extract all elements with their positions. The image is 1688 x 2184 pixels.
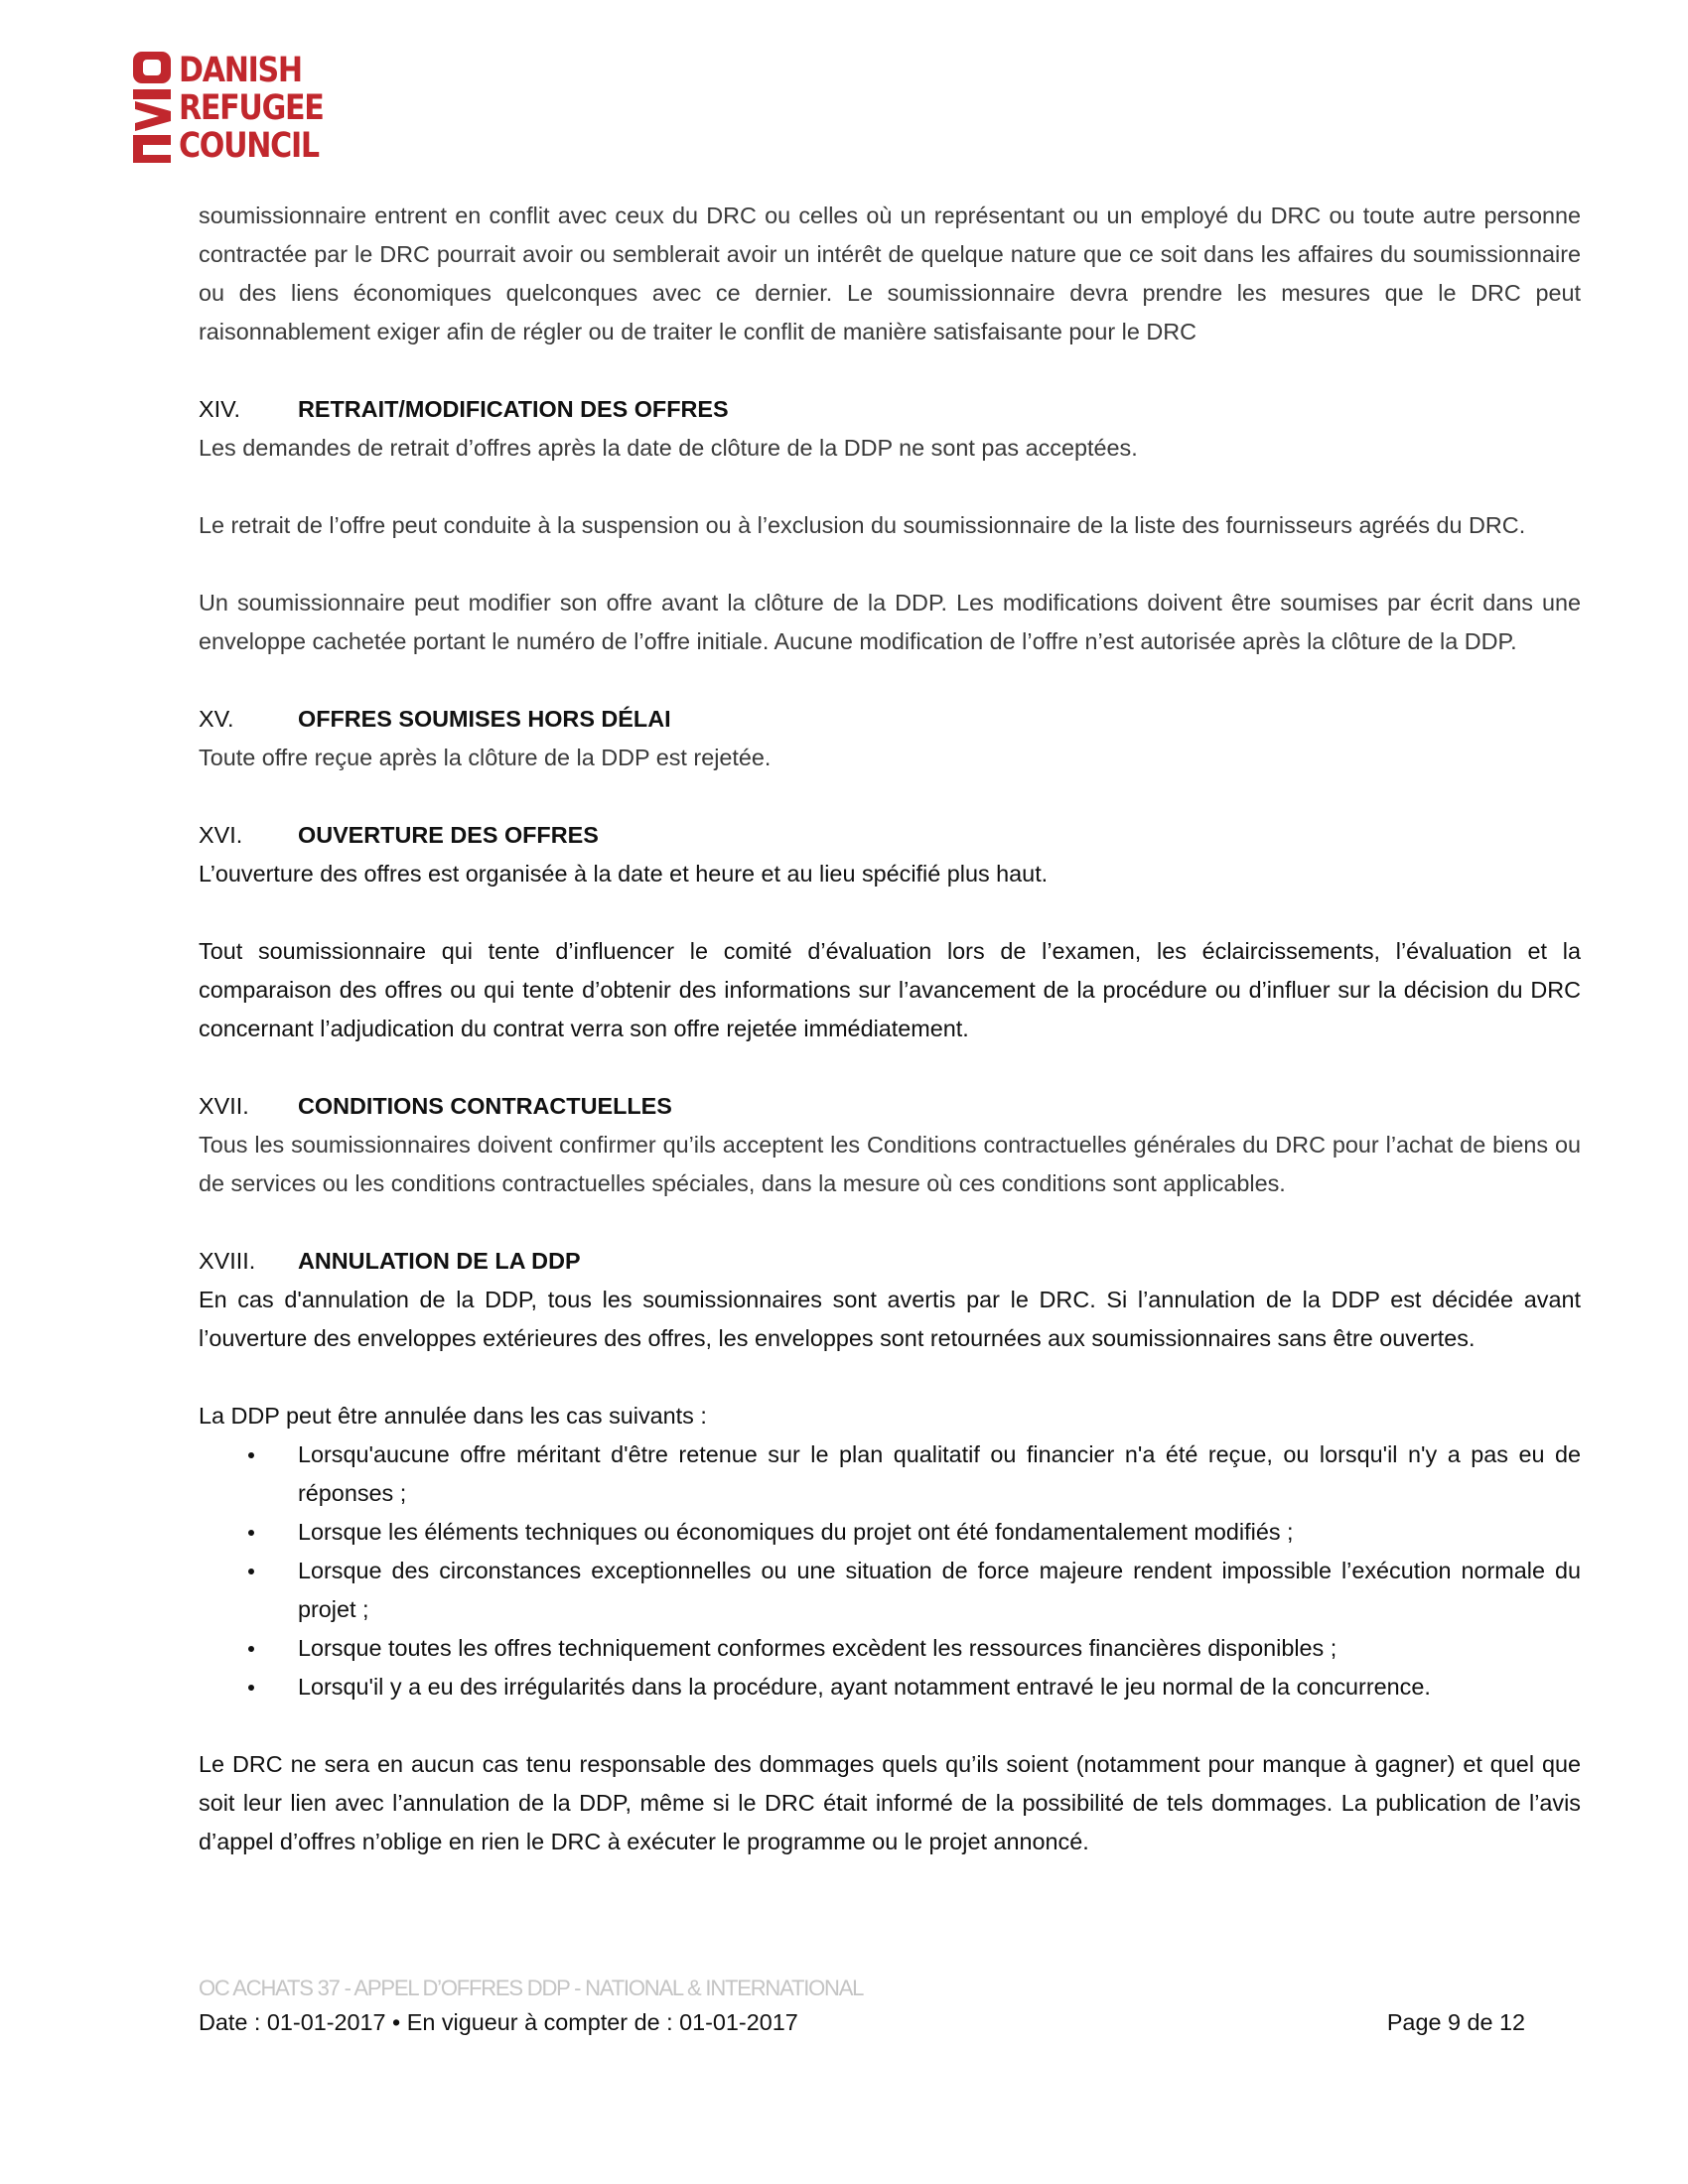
footer xyxy=(199,2009,1525,2036)
list-item: Lorsque des circonstances exceptionnelles ou une situation de force majeure rendent impossible l’exécution normale du projet ; xyxy=(199,1552,1581,1629)
section-heading-xvii xyxy=(199,1087,1581,1126)
list-item: Lorsque toutes les offres techniquement conformes excèdent les ressources financières disponibles ; xyxy=(199,1629,1581,1668)
section-title: RETRAIT/MODIFICATION DES OFFRES xyxy=(298,396,729,422)
section-number: XVIII. xyxy=(199,1248,256,1274)
footer-date: Date : 01-01-2017 • En vigueur à compter de : 01-01-2017 xyxy=(199,2009,798,2035)
paragraph: Les demandes de retrait d’offres après la date de clôture de la DDP ne sont pas acceptées. xyxy=(199,435,1138,461)
section-title: OFFRES SOUMISES HORS DÉLAI xyxy=(298,706,671,732)
logo-line-3: COUNCIL xyxy=(179,126,319,166)
paragraph: Le retrait de l’offre peut conduite à la suspension ou à l’exclusion du soumissionnaire de la liste des fournisseurs agréés du DRC. xyxy=(199,512,1526,538)
section-title: ANNULATION DE LA DDP xyxy=(298,1248,581,1274)
intro-paragraph: soumissionnaire entrent en conflit avec ceux du DRC ou celles où un représentant ou un employé du DRC ou toute autre personne contractée par le DRC pourrait avoir ou semblerait avoir un intérêt de quelque nature que ce soit dans les affaires du soumissionnaire ou des liens économiques quelconques avec ce dernier. Le soumissionnaire devra prendre les mesures que le DRC peut raisonnablement exiger afin de régler ou de traiter le conflit de manière satisfaisante pour le DRC xyxy=(199,203,1581,344)
list-item: Lorsqu'aucune offre méritant d'être retenue sur le plan qualitatif ou financier n'a été reçue, ou lorsqu'il n'y a pas eu de réponses ; xyxy=(199,1435,1581,1513)
paragraph: Un soumissionnaire peut modifier son offre avant la clôture de la DDP. Les modifications doivent être soumises par écrit dans une enveloppe cachetée portant le numéro de l’offre initiale. Aucune modification de l’offre n’est autorisée après la clôture de la DDP. xyxy=(199,590,1581,654)
section-heading-xvi xyxy=(199,816,1581,855)
paragraph: La DDP peut être annulée dans les cas suivants : xyxy=(199,1403,707,1429)
paragraph: En cas d'annulation de la DDP, tous les soumissionnaires sont avertis par le DRC. Si l’annulation de la DDP est décidée avant l’ouverture des enveloppes extérieures des offres, les enveloppes sont retournées aux soumissionnaires sans être ouvertes. xyxy=(199,1287,1581,1351)
logo-line-1: DANISH xyxy=(179,51,302,90)
section-number: XV. xyxy=(199,706,234,732)
section-number: XVI. xyxy=(199,822,243,848)
list-item: Lorsqu'il y a eu des irrégularités dans la procédure, ayant notamment entravé le jeu normal de la concurrence. xyxy=(199,1668,1581,1706)
section-title: OUVERTURE DES OFFRES xyxy=(298,822,599,848)
paragraph: Le DRC ne sera en aucun cas tenu responsable des dommages quels qu’ils soient (notamment pour manque à gagner) et quel que soit leur lien avec l’annulation de la DDP, même si le DRC était informé de la possibilité de tels dommages. La publication de l’avis d’appel d’offres n’oblige en rien le DRC à exécuter le programme ou le projet annoncé. xyxy=(199,1751,1581,1854)
section-number: XIV. xyxy=(199,396,241,422)
drc-logo-mark xyxy=(131,52,175,163)
page-number: Page 9 de 12 xyxy=(1386,2009,1525,2035)
section-heading-xiv xyxy=(199,390,1581,429)
drc-logo xyxy=(131,52,347,165)
section-heading-xv xyxy=(199,700,1581,739)
paragraph: Tous les soumissionnaires doivent confirmer qu’ils acceptent les Conditions contractuelles générales du DRC pour l’achat de biens ou de services ou les conditions contractuelles spéciales, dans la mesure où ces conditions sont applicables. xyxy=(199,1132,1581,1196)
drc-logo-text xyxy=(179,52,324,165)
section-title: CONDITIONS CONTRACTUELLES xyxy=(298,1093,672,1119)
paragraph: L’ouverture des offres est organisée à la date et heure et au lieu spécifié plus haut. xyxy=(199,861,1049,887)
logo-line-2: REFUGEE xyxy=(179,88,324,128)
section-number: XVII. xyxy=(199,1093,249,1119)
list-item: Lorsque les éléments techniques ou économiques du projet ont été fondamentalement modifiés ; xyxy=(199,1513,1581,1552)
paragraph: Toute offre reçue après la clôture de la DDP est rejetée. xyxy=(199,745,772,770)
cancellation-cases-list xyxy=(199,1435,1581,1706)
paragraph: Tout soumissionnaire qui tente d’influencer le comité d’évaluation lors de l’examen, les éclaircissements, l’évaluation et la comparaison des offres ou qui tente d’obtenir des informations sur l’avancement de la procédure ou d’influer sur la décision du DRC concernant l’adjudication du contrat verra son offre rejetée immédiatement. xyxy=(199,938,1581,1041)
document-body xyxy=(199,197,1581,1861)
section-heading-xviii xyxy=(199,1242,1581,1281)
footer-document-reference: OC ACHATS 37 - APPEL D’OFFRES DDP - NATIONAL & INTERNATIONAL xyxy=(199,1976,864,2000)
